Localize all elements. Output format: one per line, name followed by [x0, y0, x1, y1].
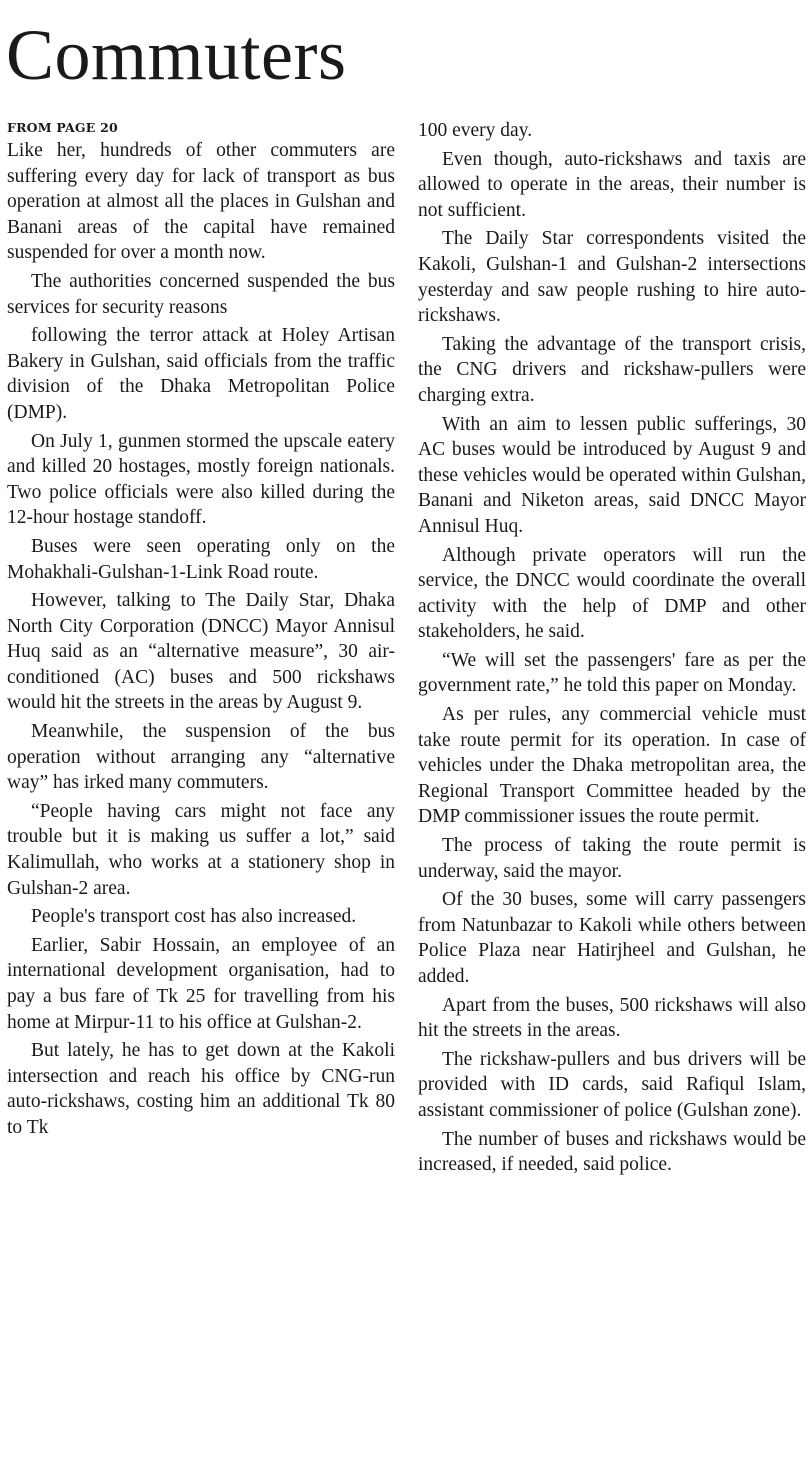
paragraph: The number of buses and rickshaws would be increased, if needed, said police. — [418, 1128, 806, 1176]
paragraph: As per rules, any commercial vehicle must take route permit for its operation. In case of vehicles under the Dhaka metropolitan area, the Regional Transport Committee headed by the DMP commissioner issues the route permit. — [418, 704, 806, 828]
paragraph: The process of taking the route permit is underway, said the mayor. — [418, 835, 806, 882]
paragraph: On July 1, gunmen stormed the upscale eatery and killed 20 hostages, mostly foreign nationals. Two police officials were also killed during the 12-hour hostage standoff. — [7, 430, 395, 529]
paragraph: The Daily Star correspondents visited the Kakoli, Gulshan-1 and Gulshan-2 intersections yesterday and saw people rushing to hire auto-rickshaws. — [418, 228, 806, 327]
article-column-left — [7, 118, 395, 1144]
paragraph: However, talking to The Daily Star, Dhaka North City Corporation (DNCC) Mayor Annisul Huq said as an “alternative measure”, 30 air-conditioned (AC) buses and 500 rickshaws would hit the streets in the areas by August 9. — [7, 590, 395, 714]
paragraph: “We will set the passengers' fare as per the government rate,” he told this paper on Monday. — [418, 649, 806, 697]
paragraph: But lately, he has to get down at the Kakoli intersection and reach his office by CNG-run auto-rickshaws, costing him an additional Tk 80 to Tk — [7, 1040, 395, 1138]
paragraph: Apart from the buses, 500 rickshaws will also hit the streets in the areas. — [418, 994, 806, 1042]
paragraph: 100 every day. — [418, 120, 533, 141]
paragraph: Meanwhile, the suspension of the bus operation without arranging any “alternative way” has irked many commuters. — [7, 721, 395, 794]
paragraph: The rickshaw-pullers and bus drivers will be provided with ID cards, said Rafiqul Islam, assistant commissioner of police (Gulshan zone). — [418, 1048, 806, 1121]
article-column-right — [418, 118, 806, 1181]
paragraph: following the terror attack at Holey Artisan Bakery in Gulshan, said officials from the traffic division of the Dhaka Metropolitan Police (DMP). — [7, 325, 395, 423]
paragraph: Earlier, Sabir Hossain, an employee of an international development organisation, had to pay a bus fare of Tk 25 for travelling from his home at Mirpur-11 to his office at Gulshan-2. — [7, 934, 395, 1033]
jump-line: FROM PAGE 20 — [7, 120, 118, 135]
paragraph: Although private operators will run the service, the DNCC would coordinate the overall activity with the help of DMP and other stakeholders, he said. — [418, 544, 806, 643]
paragraph: Like her, hundreds of other commuters are suffering every day for lack of transport as bus operation at almost all the places in Gulshan and Banani areas of the capital have remained suspended for over a month now. — [7, 140, 395, 264]
paragraph: Of the 30 buses, some will carry passengers from Natunbazar to Kakoli while others between Police Plaza near Hatirjheel and Gulshan, he added. — [418, 889, 806, 987]
paragraph: People's transport cost has also increased. — [31, 906, 357, 928]
paragraph: The authorities concerned suspended the bus services for security reasons — [7, 270, 395, 318]
paragraph: “People having cars might not face any trouble but it is making us suffer a lot,” said Kalimullah, who works at a stationery shop in Gulshan-2 area. — [7, 800, 395, 899]
paragraph: Taking the advantage of the transport crisis, the CNG drivers and rickshaw-pullers were charging extra. — [418, 333, 806, 406]
paragraph: Buses were seen operating only on the Mohakhali-Gulshan-1-Link Road route. — [7, 535, 395, 583]
paragraph: With an aim to lessen public sufferings, 30 AC buses would be introduced by August 9 and these vehicles would be operated within Gulshan, Banani and Niketon areas, said DNCC Mayor Annisul Huq. — [418, 413, 806, 537]
paragraph: Even though, auto-rickshaws and taxis are allowed to operate in the areas, their number is not sufficient. — [418, 148, 806, 221]
headline: Commuters — [6, 15, 347, 95]
